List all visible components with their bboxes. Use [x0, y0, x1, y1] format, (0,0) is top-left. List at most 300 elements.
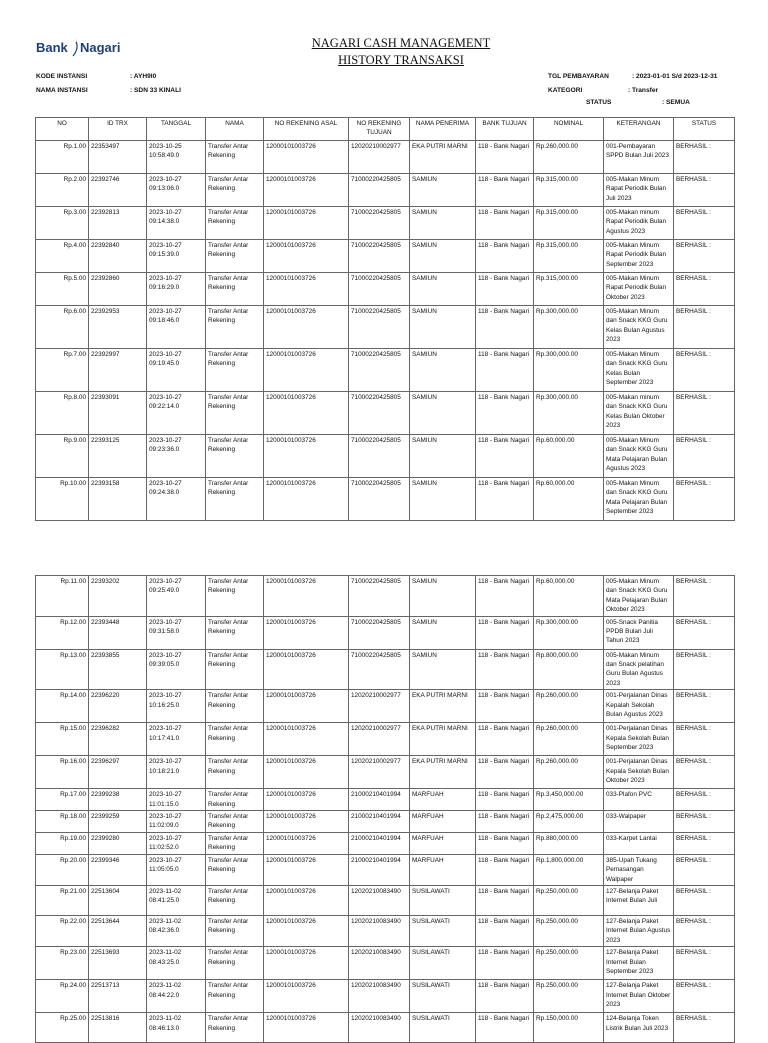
cell-tanggal: 2023-10-27 09:25:49.0 [147, 576, 206, 617]
cell-no-rekening-asal: 12000101003726 [264, 832, 349, 854]
report-subtitle: HISTORY TRANSAKSI [338, 53, 464, 67]
cell-nama-penerima: SAMIUN [410, 273, 476, 306]
cell-nama: Transfer Antar Rekening [206, 832, 264, 854]
table-row [36, 141, 735, 174]
cell-nama: Transfer Antar Rekening [206, 915, 264, 946]
cell-nominal: Rp.250,000.00 [534, 947, 604, 980]
table-row [36, 349, 735, 392]
cell-tanggal: 2023-10-27 09:23:36.0 [147, 435, 206, 478]
cell-status: BERHASIL : [674, 915, 735, 946]
cell-nominal: Rp.260,000.00 [534, 756, 604, 789]
cell-tanggal: 2023-10-27 09:13:06.0 [147, 174, 206, 207]
cell-tanggal: 2023-10-27 09:19:45.0 [147, 349, 206, 392]
cell-nama-penerima: SUSILAWATI [410, 947, 476, 980]
cell-nominal: Rp.60,000.00 [534, 435, 604, 478]
header-status: STATUS [674, 118, 735, 141]
cell-keterangan: 033-Walpaper [604, 811, 674, 833]
cell-status: BERHASIL : [674, 854, 735, 885]
cell-nama: Transfer Antar Rekening [206, 980, 264, 1013]
table-row [36, 392, 735, 435]
cell-no: Rp.10.00 [36, 478, 89, 521]
cell-no-rekening-asal: 12000101003726 [264, 435, 349, 478]
transaction-table-page-1 [35, 117, 735, 521]
header-nama-penerima: NAMA PENERIMA [410, 118, 476, 141]
cell-nama-penerima: EKA PUTRI MARNI [410, 141, 476, 174]
cell-keterangan: 005-Makan Minum dan Snack pelatihan Guru Bulan Agustus 2023 [604, 649, 674, 690]
cell-no: Rp.19.00 [36, 832, 89, 854]
cell-status: BERHASIL : [674, 980, 735, 1013]
cell-nama: Transfer Antar Rekening [206, 273, 264, 306]
cell-bank-tujuan: 118 - Bank Nagari [476, 854, 534, 885]
cell-bank-tujuan: 118 - Bank Nagari [476, 832, 534, 854]
cell-bank-tujuan: 118 - Bank Nagari [476, 915, 534, 946]
cell-keterangan: 005-Makan Minum dan Snack KKG Guru Kelas Bulan September 2023 [604, 349, 674, 392]
cell-no-rekening-tujuan: 12020210002977 [349, 756, 410, 789]
cell-bank-tujuan: 118 - Bank Nagari [476, 616, 534, 649]
table-row [36, 789, 735, 811]
cell-id-trx: 22392840 [89, 240, 147, 273]
cell-nominal: Rp.300,000.00 [534, 616, 604, 649]
cell-no-rekening-asal: 12000101003726 [264, 616, 349, 649]
cell-nominal: Rp.260,000.00 [534, 141, 604, 174]
cell-status: BERHASIL : [674, 576, 735, 617]
cell-no: Rp.24.00 [36, 980, 89, 1013]
table-row [36, 832, 735, 854]
cell-nominal: Rp.880,000.00 [534, 832, 604, 854]
cell-keterangan: 005-Makan Minum Rapat Periodik Bulan Oktober 2023 [604, 273, 674, 306]
cell-nominal: Rp.250,000.00 [534, 980, 604, 1013]
cell-no-rekening-asal: 12000101003726 [264, 306, 349, 349]
cell-no-rekening-asal: 12000101003726 [264, 947, 349, 980]
cell-nama: Transfer Antar Rekening [206, 789, 264, 811]
cell-nama-penerima: SAMIUN [410, 478, 476, 521]
header-nama: NAMA [206, 118, 264, 141]
cell-tanggal: 2023-11-02 08:43:25.0 [147, 947, 206, 980]
cell-nama-penerima: SUSILAWATI [410, 980, 476, 1013]
cell-nama-penerima: SAMIUN [410, 576, 476, 617]
cell-nominal: Rp.1,800,000.00 [534, 854, 604, 885]
cell-no-rekening-tujuan: 71000220425805 [349, 392, 410, 435]
table-row [36, 1013, 735, 1043]
table-row [36, 435, 735, 478]
cell-nominal: Rp.800,000.00 [534, 649, 604, 690]
table-row [36, 756, 735, 789]
cell-nama-penerima: EKA PUTRI MARNI [410, 723, 476, 756]
cell-no-rekening-asal: 12000101003726 [264, 576, 349, 617]
cell-no-rekening-tujuan: 21000210401994 [349, 789, 410, 811]
cell-keterangan: 005-Makan minum Rapat Periodik Bulan Agustus 2023 [604, 207, 674, 240]
cell-no-rekening-tujuan: 21000210401994 [349, 811, 410, 833]
table-header-row [36, 118, 735, 141]
cell-nominal: Rp.300,000.00 [534, 349, 604, 392]
cell-no-rekening-tujuan: 12020210002977 [349, 141, 410, 174]
table-row [36, 723, 735, 756]
cell-nominal: Rp.315,000.00 [534, 174, 604, 207]
cell-no-rekening-tujuan: 12020210083490 [349, 885, 410, 915]
cell-nominal: Rp.300,000.00 [534, 392, 604, 435]
logo-word-nagari: Nagari [80, 40, 121, 55]
cell-keterangan: 033-Karpet Lantai [604, 832, 674, 854]
cell-tanggal: 2023-11-02 08:41:25.0 [147, 885, 206, 915]
cell-status: BERHASIL : [674, 756, 735, 789]
cell-nama-penerima: SAMIUN [410, 240, 476, 273]
kategori-label: KATEGORI [548, 87, 583, 94]
cell-nama: Transfer Antar Rekening [206, 435, 264, 478]
cell-keterangan: 001-Perjalanan Dinas Kepala Sekolah Bulan Oktober 2023 [604, 756, 674, 789]
cell-nama: Transfer Antar Rekening [206, 723, 264, 756]
cell-id-trx: 22396220 [89, 690, 147, 723]
cell-no-rekening-tujuan: 12020210083490 [349, 980, 410, 1013]
cell-status: BERHASIL : [674, 478, 735, 521]
cell-status: BERHASIL : [674, 690, 735, 723]
cell-nama-penerima: MARFUAH [410, 811, 476, 833]
cell-no-rekening-tujuan: 71000220425805 [349, 306, 410, 349]
cell-id-trx: 22399346 [89, 854, 147, 885]
cell-keterangan: 005-Makan Minum dan Snack KKG Guru Mata Pelajaran Bulan September 2023 [604, 478, 674, 521]
cell-status: BERHASIL : [674, 832, 735, 854]
cell-nama-penerima: SAMIUN [410, 306, 476, 349]
header-bank-tujuan: BANK TUJUAN [476, 118, 534, 141]
cell-nama: Transfer Antar Rekening [206, 478, 264, 521]
cell-nominal: Rp.60,000.00 [534, 478, 604, 521]
cell-bank-tujuan: 118 - Bank Nagari [476, 649, 534, 690]
cell-status: BERHASIL : [674, 616, 735, 649]
cell-no: Rp.9.00 [36, 435, 89, 478]
cell-no-rekening-asal: 12000101003726 [264, 174, 349, 207]
table-row [36, 649, 735, 690]
table-row [36, 690, 735, 723]
cell-nama: Transfer Antar Rekening [206, 885, 264, 915]
cell-nama: Transfer Antar Rekening [206, 690, 264, 723]
cell-keterangan: 127-Belanja Paket Internet Bulan September 2023 [604, 947, 674, 980]
cell-id-trx: 22393855 [89, 649, 147, 690]
cell-no: Rp.17.00 [36, 789, 89, 811]
cell-bank-tujuan: 118 - Bank Nagari [476, 240, 534, 273]
cell-bank-tujuan: 118 - Bank Nagari [476, 207, 534, 240]
cell-no-rekening-asal: 12000101003726 [264, 349, 349, 392]
cell-nama-penerima: MARFUAH [410, 854, 476, 885]
cell-id-trx: 22393202 [89, 576, 147, 617]
cell-no-rekening-asal: 12000101003726 [264, 649, 349, 690]
cell-no-rekening-tujuan: 71000220425805 [349, 478, 410, 521]
transaction-table-page-2 [35, 575, 735, 1043]
cell-no: Rp.23.00 [36, 947, 89, 980]
cell-bank-tujuan: 118 - Bank Nagari [476, 273, 534, 306]
table-row [36, 980, 735, 1013]
cell-keterangan: 127-Belanja Paket Internet Bulan Agustus 2023 [604, 915, 674, 946]
cell-no-rekening-tujuan: 71000220425805 [349, 240, 410, 273]
cell-id-trx: 22513816 [89, 1013, 147, 1043]
cell-id-trx: 22393125 [89, 435, 147, 478]
cell-nama: Transfer Antar Rekening [206, 141, 264, 174]
kategori-value: : Transfer [628, 87, 659, 94]
cell-no-rekening-tujuan: 21000210401994 [349, 832, 410, 854]
cell-no-rekening-asal: 12000101003726 [264, 915, 349, 946]
cell-tanggal: 2023-10-25 10:58:49.0 [147, 141, 206, 174]
cell-tanggal: 2023-10-27 11:05:05.0 [147, 854, 206, 885]
table-row [36, 207, 735, 240]
cell-no-rekening-asal: 12000101003726 [264, 240, 349, 273]
cell-status: BERHASIL : [674, 789, 735, 811]
cell-nominal: Rp.315,000.00 [534, 240, 604, 273]
cell-keterangan: 124-Belanja Token Listrik Bulan Juli 2023 [604, 1013, 674, 1043]
cell-nama: Transfer Antar Rekening [206, 349, 264, 392]
tgl-pembayaran-value: : 2023-01-01 S/d 2023-12-31 [632, 73, 718, 80]
header-nominal: NOMINAL [534, 118, 604, 141]
table-row [36, 306, 735, 349]
cell-nama: Transfer Antar Rekening [206, 854, 264, 885]
table-row [36, 273, 735, 306]
cell-tanggal: 2023-10-27 09:18:46.0 [147, 306, 206, 349]
cell-nominal: Rp.260,000.00 [534, 690, 604, 723]
cell-nama: Transfer Antar Rekening [206, 576, 264, 617]
cell-no-rekening-tujuan: 71000220425805 [349, 273, 410, 306]
cell-nama-penerima: SAMIUN [410, 616, 476, 649]
cell-nama: Transfer Antar Rekening [206, 811, 264, 833]
tgl-pembayaran-label: TGL PEMBAYARAN [548, 73, 609, 80]
logo-word-bank: Bank [36, 40, 68, 55]
cell-nominal: Rp.315,000.00 [534, 273, 604, 306]
cell-status: BERHASIL : [674, 240, 735, 273]
cell-no: Rp.7.00 [36, 349, 89, 392]
cell-status: BERHASIL : [674, 811, 735, 833]
cell-status: BERHASIL : [674, 435, 735, 478]
cell-tanggal: 2023-10-27 09:24:38.0 [147, 478, 206, 521]
cell-nominal: Rp.315,000.00 [534, 207, 604, 240]
cell-no-rekening-asal: 12000101003726 [264, 273, 349, 306]
cell-no: Rp.14.00 [36, 690, 89, 723]
cell-bank-tujuan: 118 - Bank Nagari [476, 980, 534, 1013]
cell-id-trx: 22353497 [89, 141, 147, 174]
cell-tanggal: 2023-10-27 09:31:58.0 [147, 616, 206, 649]
cell-tanggal: 2023-10-27 10:16:25.0 [147, 690, 206, 723]
cell-tanggal: 2023-11-02 08:44:22.0 [147, 980, 206, 1013]
cell-bank-tujuan: 118 - Bank Nagari [476, 478, 534, 521]
cell-tanggal: 2023-10-27 11:02:09.0 [147, 811, 206, 833]
cell-status: BERHASIL : [674, 273, 735, 306]
cell-keterangan: 001-Perjalanan Dinas Kepala Sekolah Bulan September 2023 [604, 723, 674, 756]
table-row [36, 885, 735, 915]
cell-nama-penerima: SAMIUN [410, 435, 476, 478]
cell-id-trx: 22513693 [89, 947, 147, 980]
cell-keterangan: 005-Makan minum dan Snack KKG Guru Kelas Bulan Oktober 2023 [604, 392, 674, 435]
cell-keterangan: 005-Makan Minum dan Snack KKG Guru Kelas Bulan Agustus 2023 [604, 306, 674, 349]
status-value: : SEMUA [662, 99, 690, 106]
cell-id-trx: 22393158 [89, 478, 147, 521]
cell-bank-tujuan: 118 - Bank Nagari [476, 756, 534, 789]
cell-keterangan: 005-Makan Minum dan Snack KKG Guru Mata Pelajaran Bulan Agustus 2023 [604, 435, 674, 478]
cell-no-rekening-asal: 12000101003726 [264, 207, 349, 240]
cell-nama: Transfer Antar Rekening [206, 392, 264, 435]
cell-no-rekening-tujuan: 71000220425805 [349, 576, 410, 617]
cell-status: BERHASIL : [674, 947, 735, 980]
table-row [36, 478, 735, 521]
cell-tanggal: 2023-11-02 08:42:36.0 [147, 915, 206, 946]
header-no-rekening-asal: NO REKENING ASAL [264, 118, 349, 141]
table-body-page-1 [36, 141, 735, 521]
cell-nominal: Rp.300,000.00 [534, 306, 604, 349]
cell-keterangan: 005-Snack Panitia PPDB Bulan Juli Tahun 2023 [604, 616, 674, 649]
cell-nominal: Rp.260,000.00 [534, 723, 604, 756]
cell-tanggal: 2023-10-27 11:02:52.0 [147, 832, 206, 854]
cell-no-rekening-asal: 12000101003726 [264, 392, 349, 435]
cell-no: Rp.12.00 [36, 616, 89, 649]
cell-no-rekening-tujuan: 71000220425805 [349, 207, 410, 240]
cell-no: Rp.21.00 [36, 885, 89, 915]
cell-no-rekening-tujuan: 71000220425805 [349, 174, 410, 207]
cell-bank-tujuan: 118 - Bank Nagari [476, 1013, 534, 1043]
table-row [36, 915, 735, 946]
cell-id-trx: 22399238 [89, 789, 147, 811]
status-label: STATUS [586, 99, 612, 106]
cell-nominal: Rp.2,475,000.00 [534, 811, 604, 833]
table-row [36, 811, 735, 833]
cell-tanggal: 2023-10-27 09:15:39.0 [147, 240, 206, 273]
cell-id-trx: 22392746 [89, 174, 147, 207]
cell-id-trx: 22392860 [89, 273, 147, 306]
cell-no-rekening-asal: 12000101003726 [264, 811, 349, 833]
header-tanggal: TANGGAL [147, 118, 206, 141]
cell-no-rekening-asal: 12000101003726 [264, 756, 349, 789]
cell-keterangan: 005-Makan Minum Rapat Periodik Bulan September 2023 [604, 240, 674, 273]
table-row [36, 947, 735, 980]
cell-no-rekening-tujuan: 12020210083490 [349, 915, 410, 946]
cell-bank-tujuan: 118 - Bank Nagari [476, 690, 534, 723]
cell-tanggal: 2023-11-02 08:46:13.0 [147, 1013, 206, 1043]
cell-no-rekening-tujuan: 12020210083490 [349, 947, 410, 980]
cell-nama-penerima: SAMIUN [410, 649, 476, 690]
cell-status: BERHASIL : [674, 1013, 735, 1043]
cell-keterangan: 127-Belanja Paket Internet Bulan Juli [604, 885, 674, 915]
kode-instansi-label: KODE INSTANSI [36, 73, 88, 80]
cell-tanggal: 2023-10-27 10:18:21.0 [147, 756, 206, 789]
cell-bank-tujuan: 118 - Bank Nagari [476, 306, 534, 349]
cell-bank-tujuan: 118 - Bank Nagari [476, 885, 534, 915]
cell-id-trx: 22513644 [89, 915, 147, 946]
cell-status: BERHASIL : [674, 174, 735, 207]
cell-no-rekening-tujuan: 12020210002977 [349, 690, 410, 723]
cell-keterangan: 001-Pembayaran SPPD Bulan Juli 2023 [604, 141, 674, 174]
cell-bank-tujuan: 118 - Bank Nagari [476, 576, 534, 617]
cell-nama: Transfer Antar Rekening [206, 1013, 264, 1043]
report-title: NAGARI CASH MANAGEMENT [311, 36, 491, 50]
cell-no-rekening-tujuan: 21000210401994 [349, 854, 410, 885]
kode-instansi-value: : AYH9I0 [130, 73, 157, 80]
cell-bank-tujuan: 118 - Bank Nagari [476, 435, 534, 478]
cell-nama: Transfer Antar Rekening [206, 174, 264, 207]
cell-id-trx: 22392813 [89, 207, 147, 240]
cell-no: Rp.25.00 [36, 1013, 89, 1043]
cell-keterangan: 001-Perjalanan Dinas Kepalah Sekolah Bulan Agustus 2023 [604, 690, 674, 723]
cell-nama: Transfer Antar Rekening [206, 306, 264, 349]
cell-nama-penerima: MARFUAH [410, 789, 476, 811]
cell-nama: Transfer Antar Rekening [206, 947, 264, 980]
cell-no-rekening-asal: 12000101003726 [264, 854, 349, 885]
cell-nama-penerima: SUSILAWATI [410, 1013, 476, 1043]
cell-no: Rp.3.00 [36, 207, 89, 240]
cell-no: Rp.22.00 [36, 915, 89, 946]
cell-tanggal: 2023-10-27 10:17:41.0 [147, 723, 206, 756]
cell-no: Rp.2.00 [36, 174, 89, 207]
cell-keterangan: 005-Makan Minum dan Snack KKG Guru Mata Pelajaran Bulan Oktober 2023 [604, 576, 674, 617]
cell-status: BERHASIL : [674, 207, 735, 240]
cell-nominal: Rp.3,450,000.00 [534, 789, 604, 811]
cell-no-rekening-asal: 12000101003726 [264, 723, 349, 756]
cell-bank-tujuan: 118 - Bank Nagari [476, 789, 534, 811]
cell-status: BERHASIL : [674, 723, 735, 756]
cell-keterangan: 385-Upah Tukang Pemasangan Walpaper [604, 854, 674, 885]
header-no-rekening-tujuan: NO REKENING TUJUAN [349, 118, 410, 141]
cell-no: Rp.5.00 [36, 273, 89, 306]
cell-no-rekening-asal: 12000101003726 [264, 980, 349, 1013]
cell-nama-penerima: SAMIUN [410, 174, 476, 207]
cell-nama-penerima: SAMIUN [410, 207, 476, 240]
cell-no: Rp.8.00 [36, 392, 89, 435]
cell-id-trx: 22513604 [89, 885, 147, 915]
table-row [36, 240, 735, 273]
cell-id-trx: 22513713 [89, 980, 147, 1013]
table-row [36, 174, 735, 207]
cell-id-trx: 22393448 [89, 616, 147, 649]
cell-no-rekening-asal: 12000101003726 [264, 789, 349, 811]
cell-status: BERHASIL : [674, 885, 735, 915]
cell-no-rekening-asal: 12000101003726 [264, 885, 349, 915]
cell-nama-penerima: EKA PUTRI MARNI [410, 756, 476, 789]
cell-nama: Transfer Antar Rekening [206, 756, 264, 789]
cell-no-rekening-tujuan: 71000220425805 [349, 649, 410, 690]
cell-status: BERHASIL : [674, 392, 735, 435]
header-id-trx: ID TRX [89, 118, 147, 141]
cell-id-trx: 22393091 [89, 392, 147, 435]
cell-no: Rp.11.00 [36, 576, 89, 617]
cell-bank-tujuan: 118 - Bank Nagari [476, 392, 534, 435]
cell-keterangan: 033-Plafon PVC [604, 789, 674, 811]
cell-nama-penerima: SAMIUN [410, 392, 476, 435]
cell-keterangan: 005-Makan Minum Rapat Periodik Bulan Juli 2023 [604, 174, 674, 207]
table-row [36, 616, 735, 649]
cell-nama: Transfer Antar Rekening [206, 207, 264, 240]
cell-nama-penerima: SUSILAWATI [410, 915, 476, 946]
cell-no-rekening-asal: 12000101003726 [264, 141, 349, 174]
cell-id-trx: 22392953 [89, 306, 147, 349]
nama-instansi-value: : SDN 33 KINALI [130, 87, 181, 94]
cell-tanggal: 2023-10-27 09:16:29.0 [147, 273, 206, 306]
cell-no: Rp.16.00 [36, 756, 89, 789]
cell-bank-tujuan: 118 - Bank Nagari [476, 174, 534, 207]
cell-no-rekening-tujuan: 71000220425805 [349, 435, 410, 478]
cell-bank-tujuan: 118 - Bank Nagari [476, 723, 534, 756]
cell-tanggal: 2023-10-27 09:14:38.0 [147, 207, 206, 240]
cell-nama: Transfer Antar Rekening [206, 616, 264, 649]
table-row [36, 576, 735, 617]
nama-instansi-label: NAMA INSTANSI [36, 87, 88, 94]
cell-bank-tujuan: 118 - Bank Nagari [476, 947, 534, 980]
cell-id-trx: 22399259 [89, 811, 147, 833]
cell-status: BERHASIL : [674, 141, 735, 174]
cell-no: Rp.15.00 [36, 723, 89, 756]
cell-nama-penerima: SAMIUN [410, 349, 476, 392]
cell-no-rekening-tujuan: 12020210002977 [349, 723, 410, 756]
cell-id-trx: 22396282 [89, 723, 147, 756]
cell-id-trx: 22392997 [89, 349, 147, 392]
cell-no: Rp.1.00 [36, 141, 89, 174]
header-keterangan: KETERANGAN [604, 118, 674, 141]
cell-nama-penerima: SUSILAWATI [410, 885, 476, 915]
cell-id-trx: 22396297 [89, 756, 147, 789]
cell-tanggal: 2023-10-27 11:01:15.0 [147, 789, 206, 811]
cell-no-rekening-tujuan: 71000220425805 [349, 349, 410, 392]
cell-no: Rp.4.00 [36, 240, 89, 273]
